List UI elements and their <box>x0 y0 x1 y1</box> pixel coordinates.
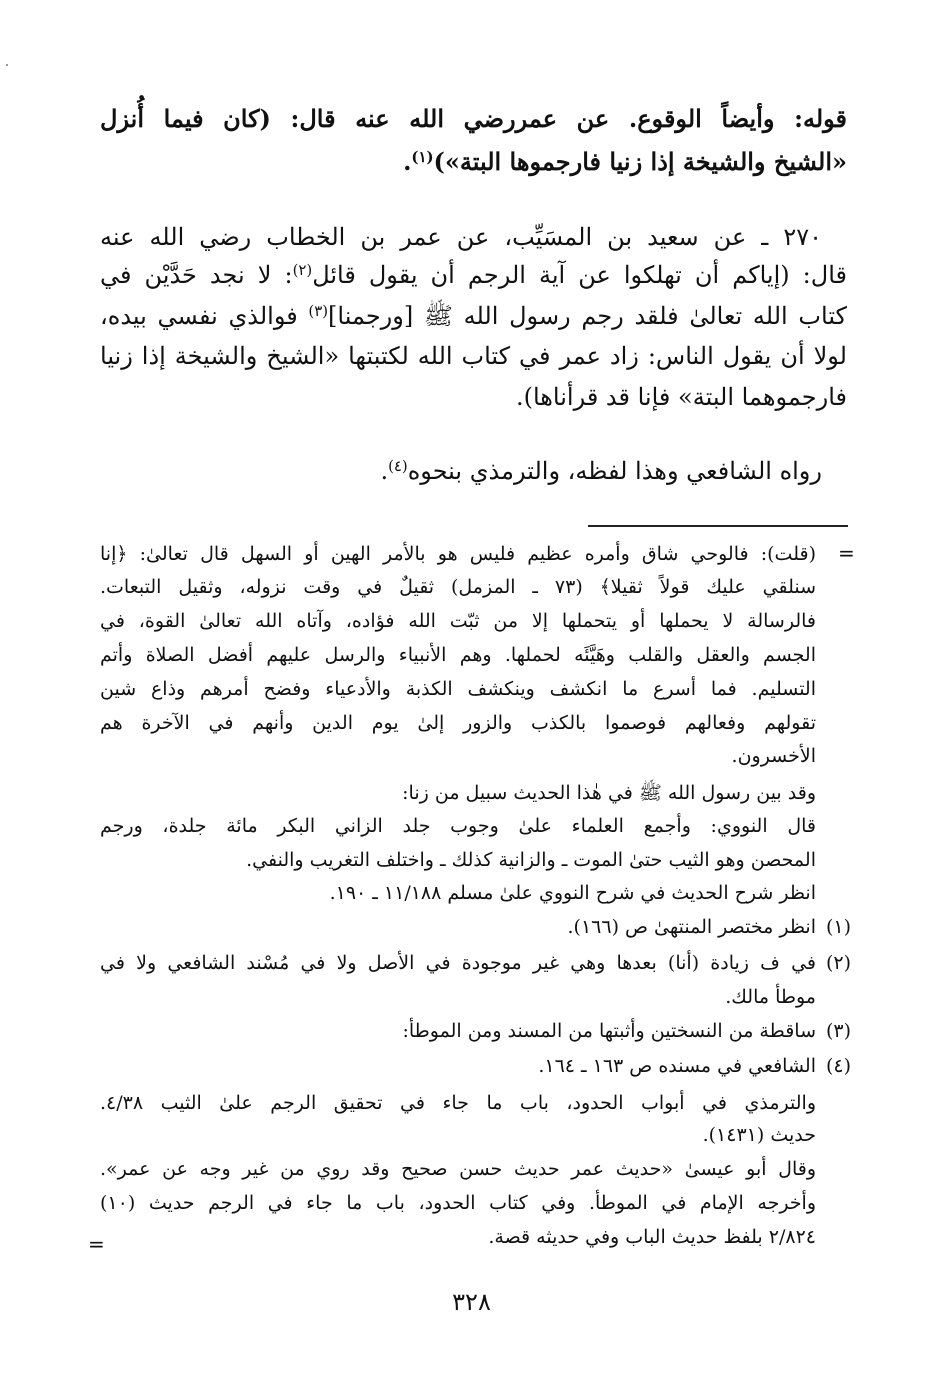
footnote-number: (٢) <box>825 952 851 974</box>
footnote-abu-isa-line: وقال أبو عيسىٰ «حديث عمر حديث حسن صحيح وقد روي من غير وجه عن عمر». <box>100 1158 816 1180</box>
footnote-qult-line: سنلقي عليك قولاً ثقيلا﴾ (٧٣ ـ المزمل) ثقيلٌ في وقت نزوله، وثقيل التبعات. <box>100 576 817 598</box>
footnote-number: (٣) <box>825 1020 851 1042</box>
narration-text: رواه الشافعي وهذا لفظه، والترمذي بنحوه <box>407 457 822 485</box>
heading-line-1: قوله: وأيضاً الوقوع. عن عمررضي الله عنه قال: (كان فيما أُنزل <box>100 104 847 133</box>
footnote-tirmidhi-line: والترمذي في أبواب الحدود، باب ما جاء في تحقيق الرجم علىٰ الثيب ٤/٣٨. <box>100 1092 816 1114</box>
heading-period: . <box>403 147 412 176</box>
footnote-number: (١) <box>825 916 851 938</box>
footnote-abu-isa-line: ٢/٨٢٤ بلفظ حديث الباب وفي حديثه قصة. <box>488 1226 816 1248</box>
footnote-3-text: ساقطة من النسختين وأثبتها من المسند ومن الموطأ: <box>402 1020 816 1042</box>
footnote-nawawi-line: المحصن وهو الثيب حتىٰ الموت ـ والزانية كذلك ـ واختلف التغريب والنفي. <box>246 849 816 871</box>
footnote-separator <box>588 525 848 527</box>
hadith-line-2 <box>100 261 847 289</box>
narration-period: . <box>380 457 389 485</box>
footnote-ref-3[interactable]: (٣) <box>308 301 329 320</box>
heading-line-2 <box>100 147 847 176</box>
footnote-qult-line: تقولهم وفعالهم فوصموا بالكذب والزور إلىٰ يوم الدين وأنهم في الآخرة هم <box>100 712 816 734</box>
footnote-2-text: موطأ مالك. <box>725 986 816 1008</box>
hadith-line-1: ٢٧٠ ـ عن سعيد بن المسَيِّب، عن عمر بن الخطاب رضي الله عنه <box>100 223 822 251</box>
footnote-1-text: انظر مختصر المنتهىٰ ص (١٦٦). <box>567 916 816 938</box>
footnote-4-text: الشافعي في مسنده ص ١٦٣ ـ ١٦٤. <box>538 1055 816 1077</box>
hadith-line-5: فارجموهما البتة» فإنا قد قرأناها). <box>515 383 847 411</box>
footnote-qult-line: الجسم والعقل والقلب وهَيَّئَه لحملها. وهم الأنبياء والرسل عليهم أفضل الصلاة وأتم <box>100 644 816 666</box>
continuation-marker: = <box>838 541 855 565</box>
hadith-line-3 <box>100 301 847 336</box>
footnote-2-text: في ف زيادة (أنا) بعدها وهي غير موجودة في الأصل ولا في مُسْند الشافعي ولا في <box>100 952 816 974</box>
footnote-unzur-line: انظر شرح الحديث في شرح النووي علىٰ مسلم ١١/١٨٨ ـ ١٩٠. <box>329 882 816 904</box>
footnote-qult-line: الأخسرون. <box>731 745 816 767</box>
hadith-text: فوالذي نفسي بيده، <box>100 302 309 330</box>
narration-line <box>100 457 822 485</box>
hadith-line-4: لولا أن يقول الناس: زاد عمر في كتاب الله لكتبتها «الشيخ والشيخة إذا زنيا <box>100 342 847 370</box>
footnote-qult-line: (قلت): فالوحي شاق وأمره عظيم فليس هو بالأمر الهين أو السهل قال تعالىٰ: ﴿إنا <box>100 543 816 565</box>
hadith-text: : لا نجد حَدَّيْن في <box>100 261 293 289</box>
hadith-text: كتاب الله تعالىٰ فلقد رجم رسول الله ﷺ [ورجمنا] <box>328 302 847 330</box>
footnote-number: (٤) <box>825 1055 851 1077</box>
footnote-tirmidhi-line: حديث (١٤٣١). <box>702 1124 816 1146</box>
page-number: ٣٢٨ <box>452 1288 491 1316</box>
footnote-qult-line: التسليم. فما أسرع ما انكشف وينكشف الكذبة والأدعياء وفضح أمرهم وذاع شين <box>100 678 816 700</box>
footnote-nawawi-line: قال النووي: وأجمع العلماء علىٰ وجوب جلد الزاني البكر مائة جلدة، ورجم <box>100 815 816 837</box>
footnote-ref-4[interactable]: (٤) <box>388 456 408 475</box>
footnote-bayyan-line: وقد بين رسول الله ﷺ في هٰذا الحديث سبيل من زنا: <box>402 782 816 804</box>
footnote-ref-1[interactable]: (١) <box>411 147 434 166</box>
footnote-abu-isa-line: وأخرجه الإمام في الموطأ. وفي كتاب الحدود، باب ما جاء في الرجم حديث (١٠) <box>100 1192 816 1214</box>
heading-text: «الشيخ والشيخة إذا زنيا فارجموها البتة») <box>433 147 847 176</box>
hadith-text: قال: (إياكم أن تهلكوا عن آية الرجم أن يقول قائل <box>312 261 847 289</box>
continuation-end-marker: = <box>88 1232 105 1256</box>
footnote-ref-2[interactable]: (٢) <box>292 260 313 279</box>
scan-speck <box>6 64 8 66</box>
footnote-qult-line: فالرسالة لا يحملها أو يتحملها إلا من ثبّت الله فؤاده، وآتاه الله تعالىٰ القوة، في <box>100 610 816 632</box>
